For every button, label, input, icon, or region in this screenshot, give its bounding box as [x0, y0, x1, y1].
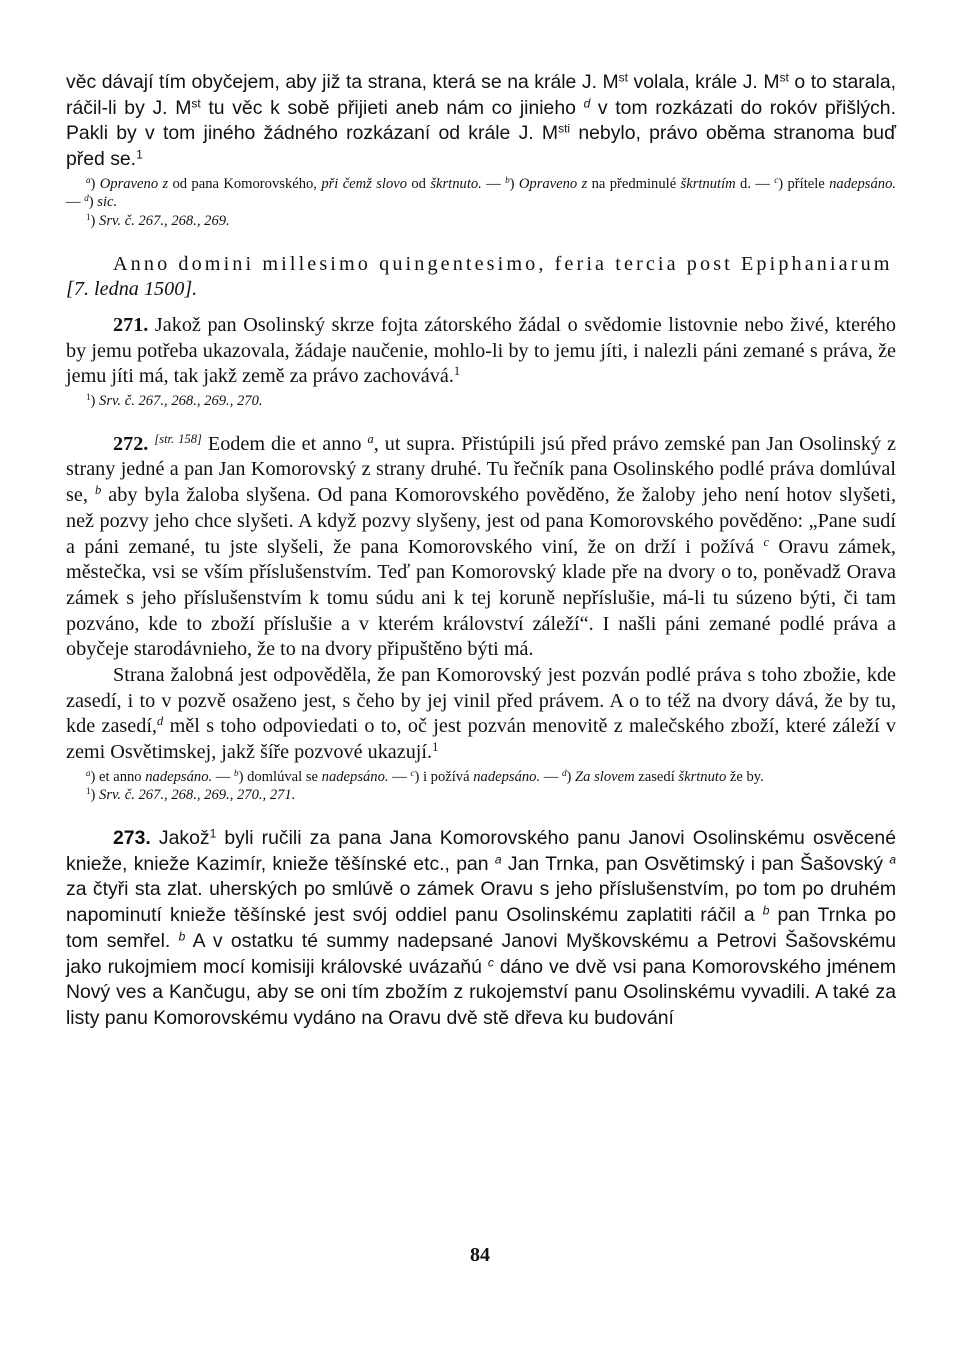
entry-272: 272. [str. 158] Eodem die et anno $^a$, ut supra. Přistúpili jsú před právo zemské pan Jan Osolinský z strany jedné a pan Jan Komorovský z strany druhé. Tu řečník pana Osolinského podlé práva domlúval se, $^b$ aby byla žaloba slyšena. Od pana Komorovského pověděno, že žaloby jeho není hotov slyšeti, než pozvy jeho chce slyšeti. A když pozvy slyšeny, jest od pana Komorovského pověděno: „Pane sudí a páni zemané, tu jste slyšeli, že pana Komorovského viní, že on drží i požívá $^c$ Oravu zámek, městečka, vsi se vším příslušenstvím. Teď pan Komorovský klade pře na dvory o to, poněvadž Orava zámek s jeho příslušenstvím k tomu súdu ani k tej koruně nepříslušie, má-li tu súzeno býti, či tam pozváno, kde to zboží příslušie a v kterém království záleží“. I našli páni zemané podlé práva a obyčeje starodávnieho, že to na dvory připuštěno býti má.: [66, 431, 897, 661]
page-number: 84: [470, 1244, 490, 1266]
footnote-reference-271: $^1$) Srv. č. 267., 268., 269., 270.: [86, 392, 263, 410]
footnote-reference-1: $^1$) Srv. č. 267., 268., 269.: [86, 212, 230, 229]
margin-page-ref: [str. 158]: [154, 431, 202, 446]
paragraph-continuation: věc dávají tím obyčejem, aby již ta strana, která se na krále J. Mst volala, krále J. Mst o to starala, ráčil-li by J. Mst tu věc k sobě přijieti aneb nám co jinieho $^d$ v tom rozkázati do rokóv přišlých. Pakli by v tom jiného žádného rozkázaní od krále J. $M^{sti}$ nebylo, právo oběma stranoma buď před se.$^1$: [66, 70, 896, 171]
entry-273: 273. Jakož$^1$ byli ručili za pana Jana Komorovského panu Janovi Osolinskému osvěcené knieže, knieže Kazimír, knieže těšínské etc., pan $^a$ Jan Trnka, pan Osvětimský i pan Šašovský $^a$ za čtyři sta zlat. uherských po smlúvě o zámek Oravu s jeho příslušenstvím, po tom po druhém napominutí knieže těšínské jest svój oddiel panu Osolinskému zaplatiti ráčil a $^b$ pan Trnka po tom semřel. $^b$ A v ostatku té summy nadepsané Janovi Myškovskému a Petrovi Šašovskému jako rukojmiem mocí komisiji královské uvázaňú $^c$ dáno ve dvě vsi pana Komorovského jménem Nový ves a Kančugu, aby se oni tím zbožím z rukojemství panu Osolinskému vyvadili. A také za listy panu Komorovskému vydáno na Oravu dvě stě dřeva ku budování: [66, 826, 897, 1029]
footnote-reference-272: $^1$) Srv. č. 267., 268., 269., 270., 271.: [86, 786, 296, 804]
text-column: [66, 70, 896, 1032]
footnote-textual-272: $^a$) et anno nadepsáno. — $^b$) domlúval se nadepsáno. — $^c$) i požívá nadepsáno. — $^d$) Za slovem zasedí škrtnuto že by.: [86, 767, 764, 785]
date-heading: Anno domini millesimo quingentesimo, feria tercia post Epiphaniarum [7. ledna 1500].: [66, 252, 893, 301]
entry-272-paragraph-2: Strana žalobná jest odpověděla, že pan Komorovský jest pozván podlé práva s toho zbožie, kde zasedí, i to v pozvě osaženo jest, s čeho by jej vinil před právem. A o to též na dvory dává, že by tu, kde zasedí,$^d$ měl s toho odpoviedati o to, oč jest pozván menovitě z malečského zboží, které záleží v zemi Osvětimskej, jakž šíře pozvové ukazují.$^1$: [66, 664, 896, 764]
entry-271: 271. Jakož pan Osolinský skrze fojta zátorského žádal o svědomie listovnie nebo živé, kterého by jemu potřeba ukazovala, žádaje naučenie, mohlo-li by to jemu jíti, i nalezli páni zemané s práva, že jemu jíti má, tak jakž země za právo zachovává.$^1$: [66, 314, 896, 388]
footnote-textual-1: $^a$) Opraveno z od pana Komorovského, při čemž slovo od škrtnuto. — $^b$) Opraveno z na předminulé škrtnutím d. — $^c$) přítele nadepsáno. — $^d$) sic.: [66, 174, 897, 211]
